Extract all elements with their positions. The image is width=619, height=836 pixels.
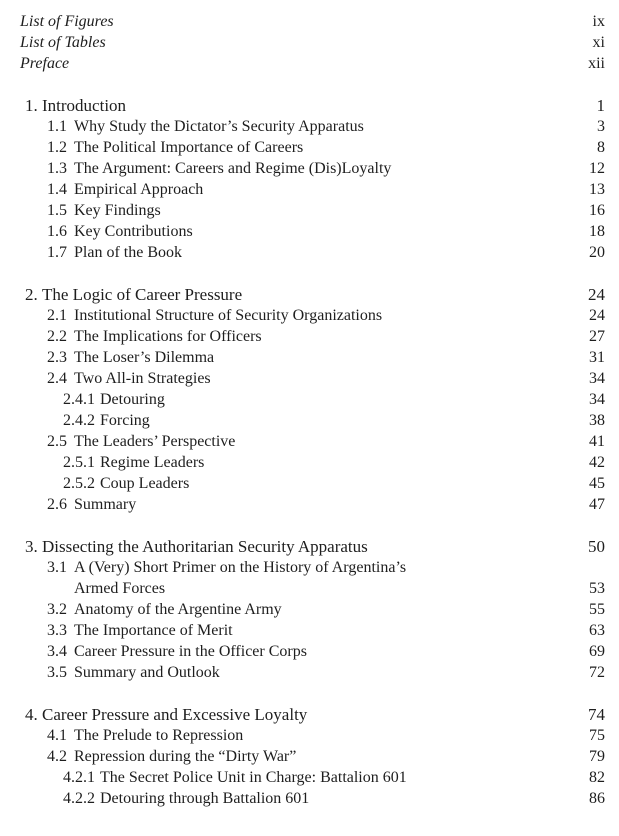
entry-page-number: 8 <box>597 139 605 156</box>
entry-page-number: 27 <box>589 328 605 345</box>
section-title: A (Very) Short Primer on the History of Argentina’s <box>74 559 407 576</box>
section-entry <box>0 431 619 452</box>
section-number: 2.3 <box>47 349 67 366</box>
section-entry <box>0 557 619 578</box>
section-number: 4.2.2 <box>63 790 95 807</box>
section-entry <box>0 179 619 200</box>
section-entry <box>0 368 619 389</box>
section-title: Detouring through Battalion 601 <box>100 790 310 807</box>
section-entry <box>0 494 619 515</box>
section-entry <box>0 641 619 662</box>
entry-page-number: 79 <box>589 748 605 765</box>
section-entry <box>0 137 619 158</box>
entry-page-number: 1 <box>596 96 605 115</box>
entry-page-number: 69 <box>589 643 605 660</box>
section-title: The Prelude to Repression <box>74 727 244 744</box>
entry-page-number: 50 <box>588 537 605 556</box>
section-title: Coup Leaders <box>100 475 190 492</box>
chapter-block <box>0 704 619 809</box>
entry-title: List of Figures <box>20 13 114 30</box>
section-number: 1.4 <box>47 181 67 198</box>
section-number: 2.4.1 <box>63 391 95 408</box>
entry-page-number: 34 <box>589 391 605 408</box>
section-number: 2.4.2 <box>63 412 95 429</box>
entry-page-number: 41 <box>589 433 605 450</box>
chapter-entry <box>0 704 619 725</box>
chapter-title: The Logic of Career Pressure <box>42 285 243 304</box>
entry-page-number: 82 <box>589 769 605 786</box>
entry-page-number: 53 <box>589 580 605 597</box>
section-number: 4.2 <box>47 748 67 765</box>
section-title: Regime Leaders <box>100 454 205 471</box>
section-number: 1.2 <box>47 139 67 156</box>
entry-title: List of Tables <box>20 34 106 51</box>
front-matter-entry <box>0 32 619 53</box>
section-title: The Loser’s Dilemma <box>74 349 215 366</box>
section-title: Key Findings <box>74 202 161 219</box>
entry-page-number: 42 <box>589 454 605 471</box>
section-number: 4.2.1 <box>63 769 95 786</box>
entry-page-number: 13 <box>589 181 605 198</box>
entry-page-number: 20 <box>589 244 605 261</box>
section-title: Anatomy of the Argentine Army <box>74 601 282 618</box>
section-entry <box>0 200 619 221</box>
section-number: 2.6 <box>47 496 67 513</box>
section-number: 2.2 <box>47 328 67 345</box>
section-title: The Political Importance of Careers <box>74 139 304 156</box>
section-title: Detouring <box>100 391 165 408</box>
section-entry <box>0 599 619 620</box>
section-entry <box>0 326 619 347</box>
section-entry <box>0 242 619 263</box>
subsection-entry <box>0 389 619 410</box>
subsection-entry <box>0 767 619 788</box>
entry-page-number: 45 <box>589 475 605 492</box>
entry-page-number: 34 <box>589 370 605 387</box>
entry-page-number: 16 <box>589 202 605 219</box>
section-title-continued: Armed Forces <box>74 580 166 597</box>
entry-page-number: 38 <box>589 412 605 429</box>
section-title: Two All-in Strategies <box>74 370 211 387</box>
subsection-entry <box>0 473 619 494</box>
section-title: The Secret Police Unit in Charge: Battalion 601 <box>100 769 407 786</box>
section-number: 2.5 <box>47 433 67 450</box>
chapter-title: Introduction <box>42 96 127 115</box>
section-number: 2.5.1 <box>63 454 95 471</box>
entry-page-number: 24 <box>589 307 605 324</box>
entry-page-number: 63 <box>589 622 605 639</box>
section-number: 1.6 <box>47 223 67 240</box>
section-number: 3.3 <box>47 622 67 639</box>
entry-page-number: 75 <box>589 727 605 744</box>
section-number: 3.5 <box>47 664 67 681</box>
section-number: 1.7 <box>47 244 67 261</box>
entry-page-number: 86 <box>589 790 605 807</box>
entry-page-number: 3 <box>597 118 605 135</box>
section-title: Career Pressure in the Officer Corps <box>74 643 307 660</box>
section-number: 2.4 <box>47 370 67 387</box>
chapter-entry <box>0 536 619 557</box>
entry-page-number: ix <box>592 13 605 30</box>
entry-page-number: 72 <box>589 664 605 681</box>
entry-page-number: 18 <box>589 223 605 240</box>
section-title: Empirical Approach <box>74 181 204 198</box>
chapter-number: 4. <box>25 705 38 724</box>
chapter-number: 2. <box>25 285 38 304</box>
subsection-entry <box>0 788 619 809</box>
entry-page-number: 55 <box>589 601 605 618</box>
entry-page-number: 24 <box>588 285 605 304</box>
section-entry <box>0 305 619 326</box>
section-title: Institutional Structure of Security Organizations <box>74 307 383 324</box>
section-entry <box>0 116 619 137</box>
chapter-entry <box>0 284 619 305</box>
entry-page-number: 74 <box>588 705 605 724</box>
front-matter-entry <box>0 53 619 74</box>
chapter-title: Career Pressure and Excessive Loyalty <box>42 705 308 724</box>
section-number: 3.4 <box>47 643 67 660</box>
section-title: The Argument: Careers and Regime (Dis)Loyalty <box>74 160 392 177</box>
entry-title: Preface <box>20 55 70 72</box>
section-number: 1.5 <box>47 202 67 219</box>
chapter-title: Dissecting the Authoritarian Security Apparatus <box>42 537 368 556</box>
subsection-entry <box>0 452 619 473</box>
section-title: Why Study the Dictator’s Security Apparatus <box>74 118 364 135</box>
section-entry <box>0 746 619 767</box>
entry-page-number: 12 <box>589 160 605 177</box>
section-number: 2.1 <box>47 307 67 324</box>
section-title: Plan of the Book <box>74 244 182 261</box>
section-entry-continuation <box>0 578 619 599</box>
section-number: 3.1 <box>47 559 67 576</box>
section-entry <box>0 725 619 746</box>
front-matter-list <box>0 11 619 74</box>
section-title: The Leaders’ Perspective <box>74 433 236 450</box>
section-number: 1.3 <box>47 160 67 177</box>
entry-page-number: xii <box>588 55 605 72</box>
section-entry <box>0 347 619 368</box>
section-title: The Implications for Officers <box>74 328 262 345</box>
section-entry <box>0 620 619 641</box>
section-title: Key Contributions <box>74 223 193 240</box>
entry-page-number: 31 <box>589 349 605 366</box>
section-title: Summary <box>74 496 137 513</box>
section-entry <box>0 662 619 683</box>
section-number: 4.1 <box>47 727 67 744</box>
section-title: The Importance of Merit <box>74 622 233 639</box>
section-title: Summary and Outlook <box>74 664 220 681</box>
front-matter-entry <box>0 11 619 32</box>
chapter-list <box>0 95 619 809</box>
section-number: 3.2 <box>47 601 67 618</box>
entry-page-number: 47 <box>589 496 605 513</box>
chapter-block <box>0 95 619 263</box>
section-title: Repression during the “Dirty War” <box>74 748 297 765</box>
subsection-entry <box>0 410 619 431</box>
chapter-block <box>0 536 619 683</box>
chapter-entry <box>0 95 619 116</box>
section-number: 2.5.2 <box>63 475 95 492</box>
section-title: Forcing <box>100 412 150 429</box>
entry-page-number: xi <box>592 34 605 51</box>
chapter-number: 1. <box>25 96 38 115</box>
chapter-number: 3. <box>25 537 38 556</box>
section-entry <box>0 221 619 242</box>
section-entry <box>0 158 619 179</box>
section-number: 1.1 <box>47 118 67 135</box>
chapter-block <box>0 284 619 515</box>
